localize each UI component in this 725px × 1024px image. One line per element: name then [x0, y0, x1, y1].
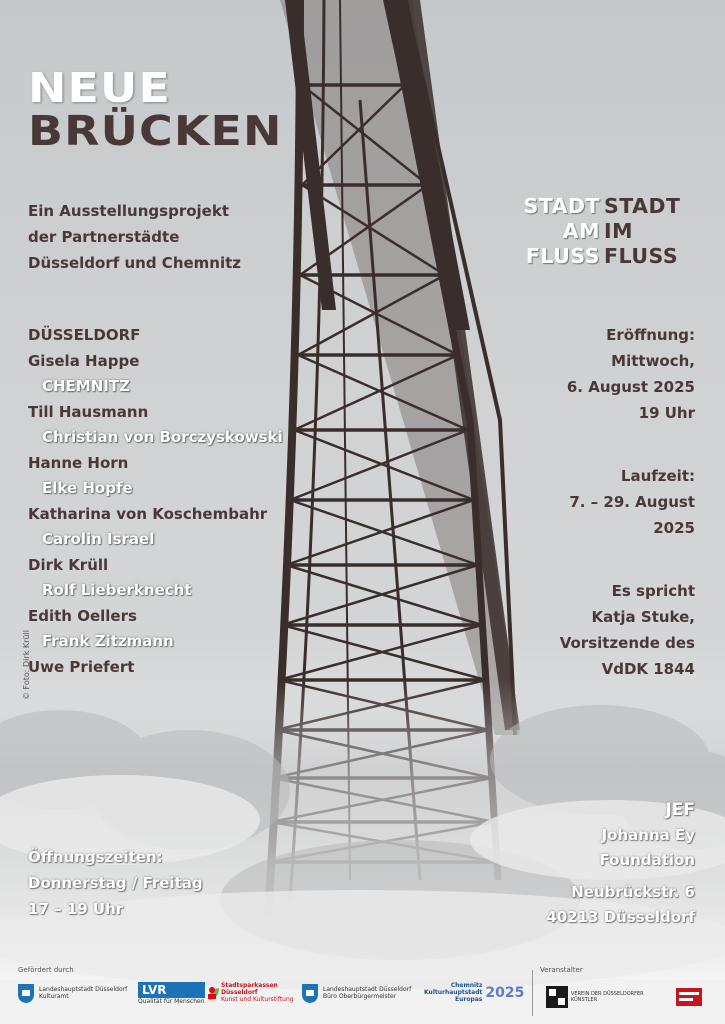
speaker-line: Katja Stuke,	[591, 608, 695, 626]
logo-right-word: FLUSS	[604, 244, 679, 268]
speaker-line: VdDK 1844	[601, 660, 695, 678]
title-line-1: NEUE	[28, 64, 171, 112]
sponsor-chemnitz-2025	[424, 982, 524, 1003]
sponsor-stadtsparkasse	[206, 982, 294, 1003]
sponsor-line: Stadtsparkassen	[221, 982, 278, 989]
logo-right-word: IM	[604, 219, 634, 243]
logo-right-word: STADT	[604, 194, 681, 218]
artist-duesseldorf: Edith Oellers	[28, 606, 137, 625]
artist-duesseldorf: Gisela Happe	[28, 351, 140, 370]
sponsor-footer	[0, 960, 725, 1024]
sponsor-line: Chemnitz	[450, 982, 483, 989]
venue-address	[546, 880, 695, 930]
sponsor-line: Qualität für Menschen	[138, 998, 205, 1005]
duesseldorf-crest-icon	[16, 982, 36, 1004]
photo-credit: © Foto: Dirk Krüll	[22, 630, 31, 700]
hours-label: Öffnungszeiten:	[28, 848, 163, 866]
speaker-line: Es spricht	[611, 582, 695, 600]
logo-left-word: STADT	[523, 194, 600, 218]
organizer-label: Veranstalter	[540, 966, 583, 974]
opening-label: Eröffnung:	[606, 326, 695, 344]
artist-duesseldorf: Hanne Horn	[28, 453, 129, 472]
sponsor-line: Europas	[455, 996, 483, 1003]
organizer-vddk	[546, 986, 645, 1008]
artist-chemnitz: Carolin Israel	[42, 530, 155, 548]
logo-left-word: AM	[562, 219, 600, 243]
sponsor-line: Landeshauptstadt Düsseldorf	[39, 986, 128, 993]
opening-line: 19 Uhr	[638, 404, 695, 422]
sponsor-line: VEREIN DER DÜSSELDORFER KÜNSTLER	[571, 991, 644, 1003]
intro-line: der Partnerstädte	[28, 228, 180, 246]
artist-heading-duesseldorf: DÜSSELDORF	[28, 326, 141, 344]
sponsor-line: Kunst und Kulturstiftung	[221, 996, 294, 1003]
sponsor-line: Landeshauptstadt Düsseldorf	[323, 986, 412, 993]
artist-duesseldorf: Uwe Priefert	[28, 657, 135, 676]
chemnitz-2025-logo-icon: 2025	[485, 984, 525, 1001]
artist-list	[28, 323, 283, 680]
duesseldorf-crest-icon	[300, 982, 320, 1004]
sponsor-duesseldorf-oberbuergermeister	[300, 982, 411, 1004]
artist-chemnitz: Frank Zitzmann	[42, 632, 174, 650]
runtime-label: Laufzeit:	[620, 467, 695, 485]
venue-name-line: Foundation	[599, 851, 695, 869]
artist-duesseldorf: Katharina von Koschembahr	[28, 504, 268, 523]
hours-time: 17 – 19 Uhr	[28, 900, 124, 918]
organizer-jef	[676, 986, 702, 1008]
footer-divider	[532, 970, 533, 1016]
venue-name	[600, 798, 695, 873]
runtime-line: 2025	[653, 519, 695, 537]
logo-left-word: FLUSS	[525, 244, 600, 268]
intro-line: Ein Ausstellungsprojekt	[28, 202, 229, 220]
sponsor-duesseldorf-kulturamt	[16, 982, 127, 1004]
title-line-2: BRÜCKEN	[28, 107, 283, 155]
venue-name-line: Johanna Ey	[601, 826, 695, 844]
opening-hours	[28, 844, 203, 922]
hours-days: Donnerstag / Freitag	[28, 874, 203, 892]
lvr-logo-icon: LVR	[138, 982, 205, 998]
intro-line: Düsseldorf und Chemnitz	[28, 254, 242, 272]
sponsor-line: Kulturhauptstadt	[424, 989, 483, 996]
artist-chemnitz: Rolf Lieberknecht	[42, 581, 192, 599]
artist-duesseldorf: Dirk Krüll	[28, 555, 109, 574]
sponsor-line: Düsseldorf	[221, 989, 258, 996]
artist-chemnitz: Elke Hopfe	[42, 479, 133, 497]
runtime-info	[569, 463, 695, 541]
speaker-line: Vorsitzende des	[559, 634, 695, 652]
vddk-logo-icon	[546, 986, 568, 1008]
opening-info	[567, 322, 695, 426]
artist-chemnitz: Christian von Borczyskowski	[42, 428, 283, 446]
address-line: Neubrückstr. 6	[571, 883, 695, 901]
venue-abbr: JEF	[665, 800, 695, 820]
artist-chemnitz: CHEMNITZ	[42, 377, 130, 395]
opening-line: 6. August 2025	[566, 378, 695, 396]
jef-logo-icon	[676, 986, 702, 1008]
runtime-line: 7. – 29. August	[569, 493, 695, 511]
stadt-am-fluss-logo	[510, 194, 681, 269]
logo-row	[510, 219, 681, 244]
speaker-info	[560, 578, 695, 682]
sponsor-line: Kulturamt	[39, 993, 69, 1000]
sparkasse-logo-icon	[206, 986, 218, 1000]
sponsor-line: Büro Oberbürgermeister	[323, 993, 397, 1000]
logo-row	[510, 194, 681, 219]
logo-row	[510, 244, 681, 269]
intro-text	[28, 198, 241, 276]
funded-label: Gefördert durch	[18, 966, 74, 974]
opening-line: Mittwoch,	[611, 352, 695, 370]
artist-duesseldorf: Till Hausmann	[28, 402, 149, 421]
address-line: 40213 Düsseldorf	[546, 908, 695, 926]
